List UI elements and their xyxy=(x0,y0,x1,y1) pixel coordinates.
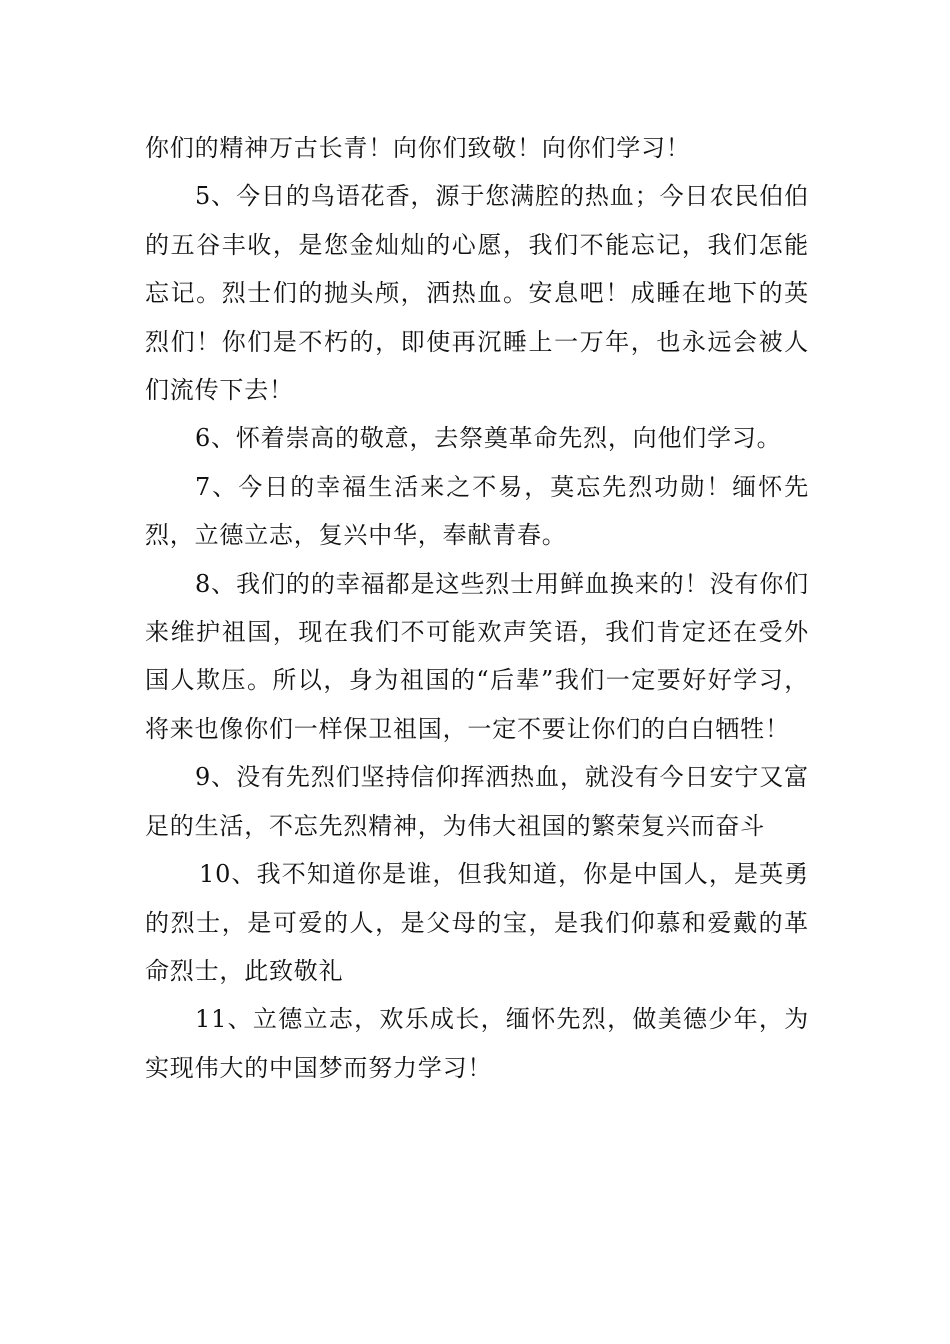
paragraph-item-10: 10、我不知道你是谁，但我知道，你是中国人，是英勇的烈士，是可爱的人，是父母的宝，是我们仰慕和爱戴的革命烈士，此致敬礼 xyxy=(145,860,809,985)
paragraph-item-6: 6、怀着崇高的敬意，去祭奠革命先烈，向他们学习。 xyxy=(195,424,782,453)
document-body xyxy=(145,124,809,1092)
paragraph-continuation: 你们的精神万古长青！向你们致敬！向你们学习！ xyxy=(145,134,691,162)
paragraph-item-7: 7、今日的幸福生活来之不易，莫忘先烈功勋！缅怀先烈，立德立志，复兴中华，奉献青春。 xyxy=(145,472,809,550)
paragraph-item-8: 8、我们的的幸福都是这些烈士用鲜血换来的！没有你们来维护祖国，现在我们不可能欢声笑语，我们肯定还在受外国人欺压。所以，身为祖国的“后辈”我们一定要好好学习，将来也像你们一样保卫祖国，一定不要让你们的白白牺牲！ xyxy=(145,569,809,743)
paragraph-item-11: 11、立德立志，欢乐成长，缅怀先烈，做美德少年，为实现伟大的中国梦而努力学习！ xyxy=(145,1005,809,1082)
paragraph-item-9: 9、没有先烈们坚持信仰挥洒热血，就没有今日安宁又富足的生活，不忘先烈精神，为伟大祖国的繁荣复兴而奋斗 xyxy=(145,763,809,840)
paragraph-item-5: 5、今日的鸟语花香，源于您满腔的热血；今日农民伯伯的五谷丰收，是您金灿灿的心愿，我们不能忘记，我们怎能忘记。烈士们的抛头颅，洒热血。安息吧！成睡在地下的英烈们！你们是不朽的，即使再沉睡上一万年，也永远会被人们流传下去！ xyxy=(145,182,809,405)
